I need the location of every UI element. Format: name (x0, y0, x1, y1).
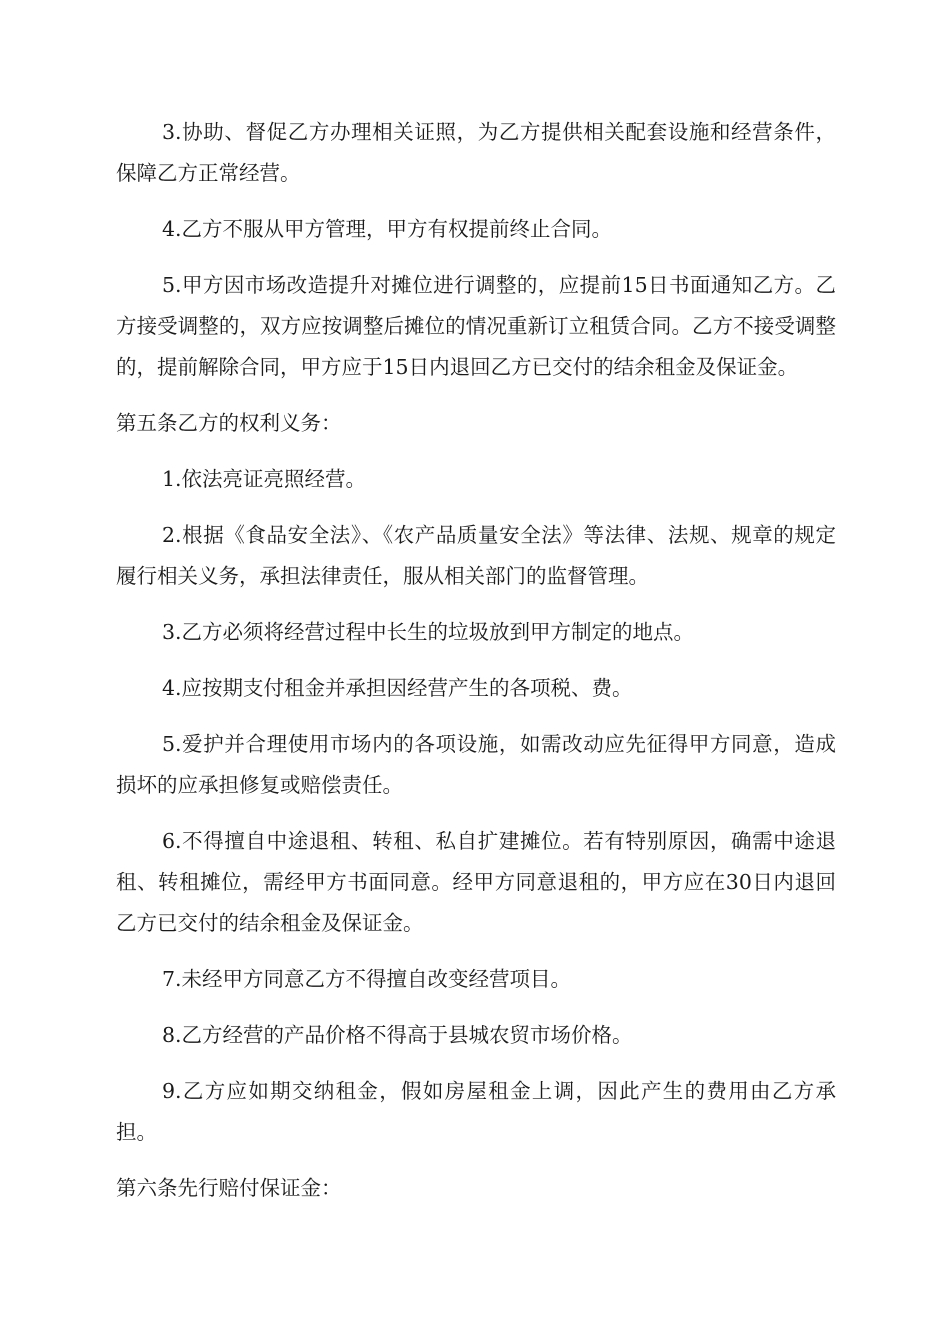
clause-item: 3.乙方必须将经营过程中长生的垃圾放到甲方制定的地点。 (162, 620, 695, 644)
clause-item: 4.乙方不服从甲方管理，甲方有权提前终止合同。 (162, 217, 613, 241)
clause-item: 3.协助、督促乙方办理相关证照，为乙方提供相关配套设施和经营条件，保障乙方正常经营。 (116, 120, 836, 185)
clause-item: 6.不得擅自中途退租、转租、私自扩建摊位。若有特别原因，确需中途退租、转租摊位，需经甲方书面同意。经甲方同意退租的，甲方应在30日内退回乙方已交付的结余租金及保证金。 (116, 829, 836, 935)
section-heading: 第六条先行赔付保证金： (116, 1176, 342, 1200)
clause-item: 9.乙方应如期交纳租金，假如房屋租金上调，因此产生的费用由乙方承担。 (116, 1079, 836, 1144)
clause-item: 8.乙方经营的产品价格不得高于县城农贸市场价格。 (162, 1023, 633, 1047)
clause-item: 5.甲方因市场改造提升对摊位进行调整的，应提前15日书面通知乙方。乙方接受调整的，双方应按调整后摊位的情况重新订立租赁合同。乙方不接受调整的，提前解除合同，甲方应于15日内退回乙方已交付的结余租金及保证金。 (116, 273, 836, 379)
clause-item: 7.未经甲方同意乙方不得擅自改变经营项目。 (162, 967, 572, 991)
clause-item: 5.爱护并合理使用市场内的各项设施，如需改动应先征得甲方同意，造成损坏的应承担修复或赔偿责任。 (116, 732, 836, 797)
clause-item: 4.应按期支付租金并承担因经营产生的各项税、费。 (162, 676, 633, 700)
section-heading: 第五条乙方的权利义务： (116, 411, 342, 435)
document-body (116, 112, 836, 1224)
clause-item: 1.依法亮证亮照经营。 (162, 467, 367, 491)
clause-item: 2.根据《食品安全法》、《农产品质量安全法》等法律、法规、规章的规定履行相关义务，承担法律责任，服从相关部门的监督管理。 (116, 523, 836, 588)
